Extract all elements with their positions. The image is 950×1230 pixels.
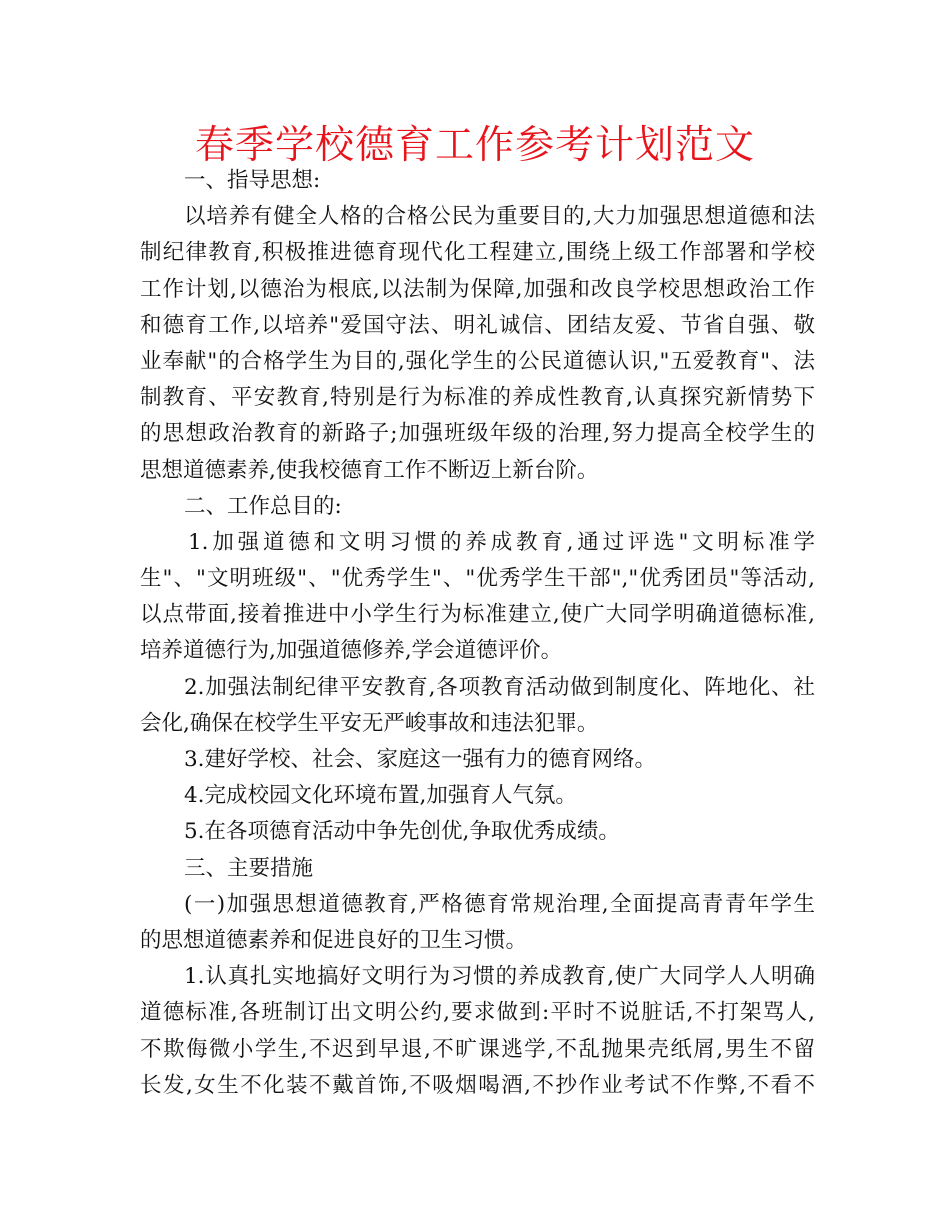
paragraph-line: 和德育工作,以培养"爱国守法、明礼诚信、团结友爱、节省自强、敬 bbox=[140, 312, 815, 338]
paragraph-line: 3.建好学校、社会、家庭这一强有力的德育网络。 bbox=[184, 747, 657, 772]
paragraph-line: 生"、"文明班级"、"优秀学生"、"优秀学生干部","优秀团员"等活动, bbox=[140, 566, 815, 592]
paragraph-line: 不欺侮微小学生,不迟到早退,不旷课逃学,不乱抛果壳纸屑,男生不留 bbox=[140, 1036, 815, 1062]
section-heading: 二、工作总目的: bbox=[184, 493, 342, 519]
document-body bbox=[140, 163, 815, 1104]
paragraph-line: (一)加强思想道德教育,严格德育常规治理,全面提高青青年学生 bbox=[184, 891, 815, 917]
paragraph-line: 4.完成校园文化环境布置,加强育人气氛。 bbox=[184, 783, 577, 809]
paragraph-line: 制纪律教育,积极推进德育现代化工程建立,围绕上级工作部署和学校 bbox=[140, 240, 815, 266]
paragraph-line: 的思想道德素养和促进良好的卫生习惯。 bbox=[140, 927, 528, 953]
paragraph-line: 以培养有健全人格的合格公民为重要目的,大力加强思想道德和法 bbox=[184, 204, 815, 230]
paragraph-line: 道德标准,各班制订出文明公约,要求做到:平时不说脏话,不打架骂人, bbox=[140, 1000, 815, 1026]
paragraph-line: 工作计划,以德治为根底,以法制为保障,加强和改良学校思想政治工作 bbox=[140, 276, 815, 302]
section-heading: 三、主要措施 bbox=[184, 855, 314, 881]
paragraph-line: 制教育、平安教育,特别是行为标准的养成性教育,认真探究新情势下 bbox=[140, 385, 815, 411]
paragraph-line: 长发,女生不化装不戴首饰,不吸烟喝酒,不抄作业考试不作弊,不看不 bbox=[140, 1072, 815, 1098]
paragraph-line: 业奉献"的合格学生为目的,强化学生的公民道德认识,"五爱教育"、法 bbox=[140, 348, 815, 374]
paragraph-line: 培养道德行为,加强道德修养,学会道德评价。 bbox=[140, 638, 563, 664]
paragraph-line: 1.认真扎实地搞好文明行为习惯的养成教育,使广大同学人人明确 bbox=[184, 964, 815, 990]
paragraph-line: 思想道德素养,使我校德育工作不断迈上新台阶。 bbox=[140, 457, 599, 483]
section-heading: 一、指导思想: bbox=[184, 168, 321, 193]
paragraph-line: 1.加强道德和文明习惯的养成教育,通过评选"文明标准学 bbox=[188, 529, 815, 555]
paragraph-line: 2.加强法制纪律平安教育,各项教育活动做到制度化、阵地化、社 bbox=[184, 674, 815, 700]
paragraph-line: 5.在各项德育活动中争先创优,争取优秀成绩。 bbox=[184, 819, 620, 845]
paragraph-line: 的思想政治教育的新路子;加强班级年级的治理,努力提高全校学生的 bbox=[140, 421, 815, 447]
paragraph-line: 会化,确保在校学生平安无严峻事故和违法犯罪。 bbox=[140, 710, 599, 736]
document-title: 春季学校德育工作参考计划范文 bbox=[194, 123, 755, 168]
paragraph-line: 以点带面,接着推进中小学生行为标准建立,使广大同学明确道德标准, bbox=[140, 602, 815, 628]
